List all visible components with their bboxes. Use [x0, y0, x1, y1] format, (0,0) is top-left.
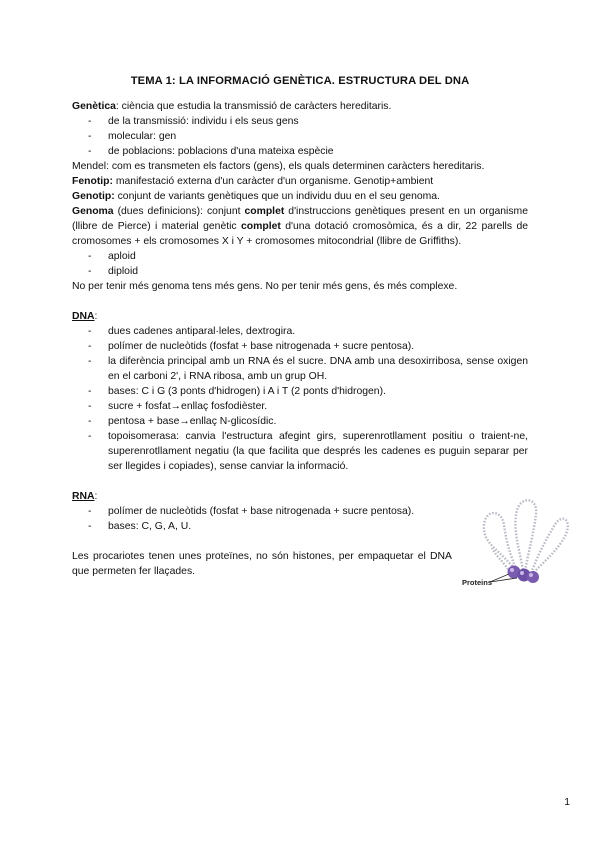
genoma-text-1: (dues definicions): conjunt [113, 206, 245, 217]
list-item: - sucre + fosfat→enllaç fosfodièster. [72, 399, 528, 414]
genoma-list [72, 249, 528, 279]
genotip-text: conjunt de variants genètiques que un individu duu en el seu genoma. [114, 191, 440, 202]
dna-list [72, 324, 528, 474]
proteins-label: Proteins [462, 578, 493, 587]
mendel-text: Mendel: com es transmeten els factors (gens), els quals determinen caràcters hereditaris. [72, 161, 485, 172]
genoma-text-3: d'una dotació cromosòmica, és a dir, 22 parells de cromosomes + els cromosomes X i Y + cromosomes mitocondrial (llibre de Griffiths). [72, 221, 529, 247]
procariotes-text: Les procariotes tenen unes proteïnes, no són histones, per empaquetar el DNA que permeten fer llaçades. [72, 551, 452, 577]
rna-heading: RNA: [72, 491, 98, 502]
genetica-definition [72, 99, 528, 114]
rna-heading-text: RNA [72, 491, 95, 502]
dna-loop [530, 519, 568, 576]
page-number: 1 [564, 797, 570, 808]
list-item: - pentosa + base→enllaç N-glicosídic. [72, 414, 528, 429]
genotip-definition [72, 189, 528, 204]
genoma-bold-1: complet [244, 206, 285, 217]
list-item: - de poblacions: poblacions d'una mateixa espècie [72, 144, 528, 159]
genoma-note: No per tenir més genoma tens més gens. No per tenir més gens, és més complexe. [72, 281, 458, 292]
list-item: - dues cadenes antiparal·leles, dextrogira. [72, 324, 528, 339]
genetica-term: Genètica [72, 101, 116, 112]
genetica-list [72, 114, 528, 159]
fenotip-definition [72, 174, 528, 189]
genotip-term: Genotip: [72, 191, 115, 202]
rna-list [72, 504, 528, 534]
genoma-definition [72, 204, 528, 249]
genetica-text: : ciència que estudia la transmissió de caràcters hereditaris. [115, 101, 392, 112]
fenotip-term: Fenotip: [72, 176, 113, 187]
list-item: - aploid [72, 249, 528, 264]
list-item: - polímer de nucleòtids (fosfat + base nitrogenada + sucre pentosa). [72, 504, 528, 519]
list-item: - de la transmissió: individu i els seus gens [72, 114, 528, 129]
document-page [72, 74, 528, 579]
dna-loops-illustration [462, 490, 574, 590]
protein-highlight [529, 573, 533, 577]
protein-highlight [520, 571, 524, 575]
list-item: - topoisomerasa: canvia l'estructura afegint girs, superenrotllament positiu o traient-ne, superenrotllament negatiu (la que facilita que després les cadenes es puguin separar per ser llegides i copiades), sense canviar la informació. [72, 429, 528, 474]
protein-highlight [510, 568, 514, 572]
document-title: TEMA 1: LA INFORMACIÓ GENÈTICA. ESTRUCTURA DEL DNA [130, 75, 470, 87]
dna-heading: DNA: [72, 311, 98, 322]
genoma-bold-2: complet [241, 221, 281, 232]
protein-blob [527, 571, 539, 583]
list-item: - polímer de nucleòtids (fosfat + base nitrogenada + sucre pentosa). [72, 339, 528, 354]
list-item: - bases: C, G, A, U. [72, 519, 528, 534]
list-item: - molecular: gen [72, 129, 528, 144]
fenotip-text: manifestació externa d'un caràcter d'un organisme. Genotip+ambient [112, 176, 434, 187]
dna-loop [515, 500, 536, 576]
list-item: - bases: C i G (3 ponts d'hidrogen) i A i T (2 ponts d'hidrogen). [72, 384, 528, 399]
list-item: - diploid [72, 264, 528, 279]
list-item: - la diferència principal amb un RNA és el sucre. DNA amb una desoxirribosa, sense oxigen en el carboni 2', i RNA ribosa, amb un grup OH. [72, 354, 528, 384]
dna-loops-figure [462, 490, 574, 590]
genoma-text-2: d'instruccions genètiques present en un organisme (llibre de Pierce) i material genètic [72, 206, 528, 232]
genoma-term: Genoma [72, 206, 114, 217]
dna-heading-text: DNA [72, 311, 95, 322]
dna-loop [484, 513, 518, 574]
